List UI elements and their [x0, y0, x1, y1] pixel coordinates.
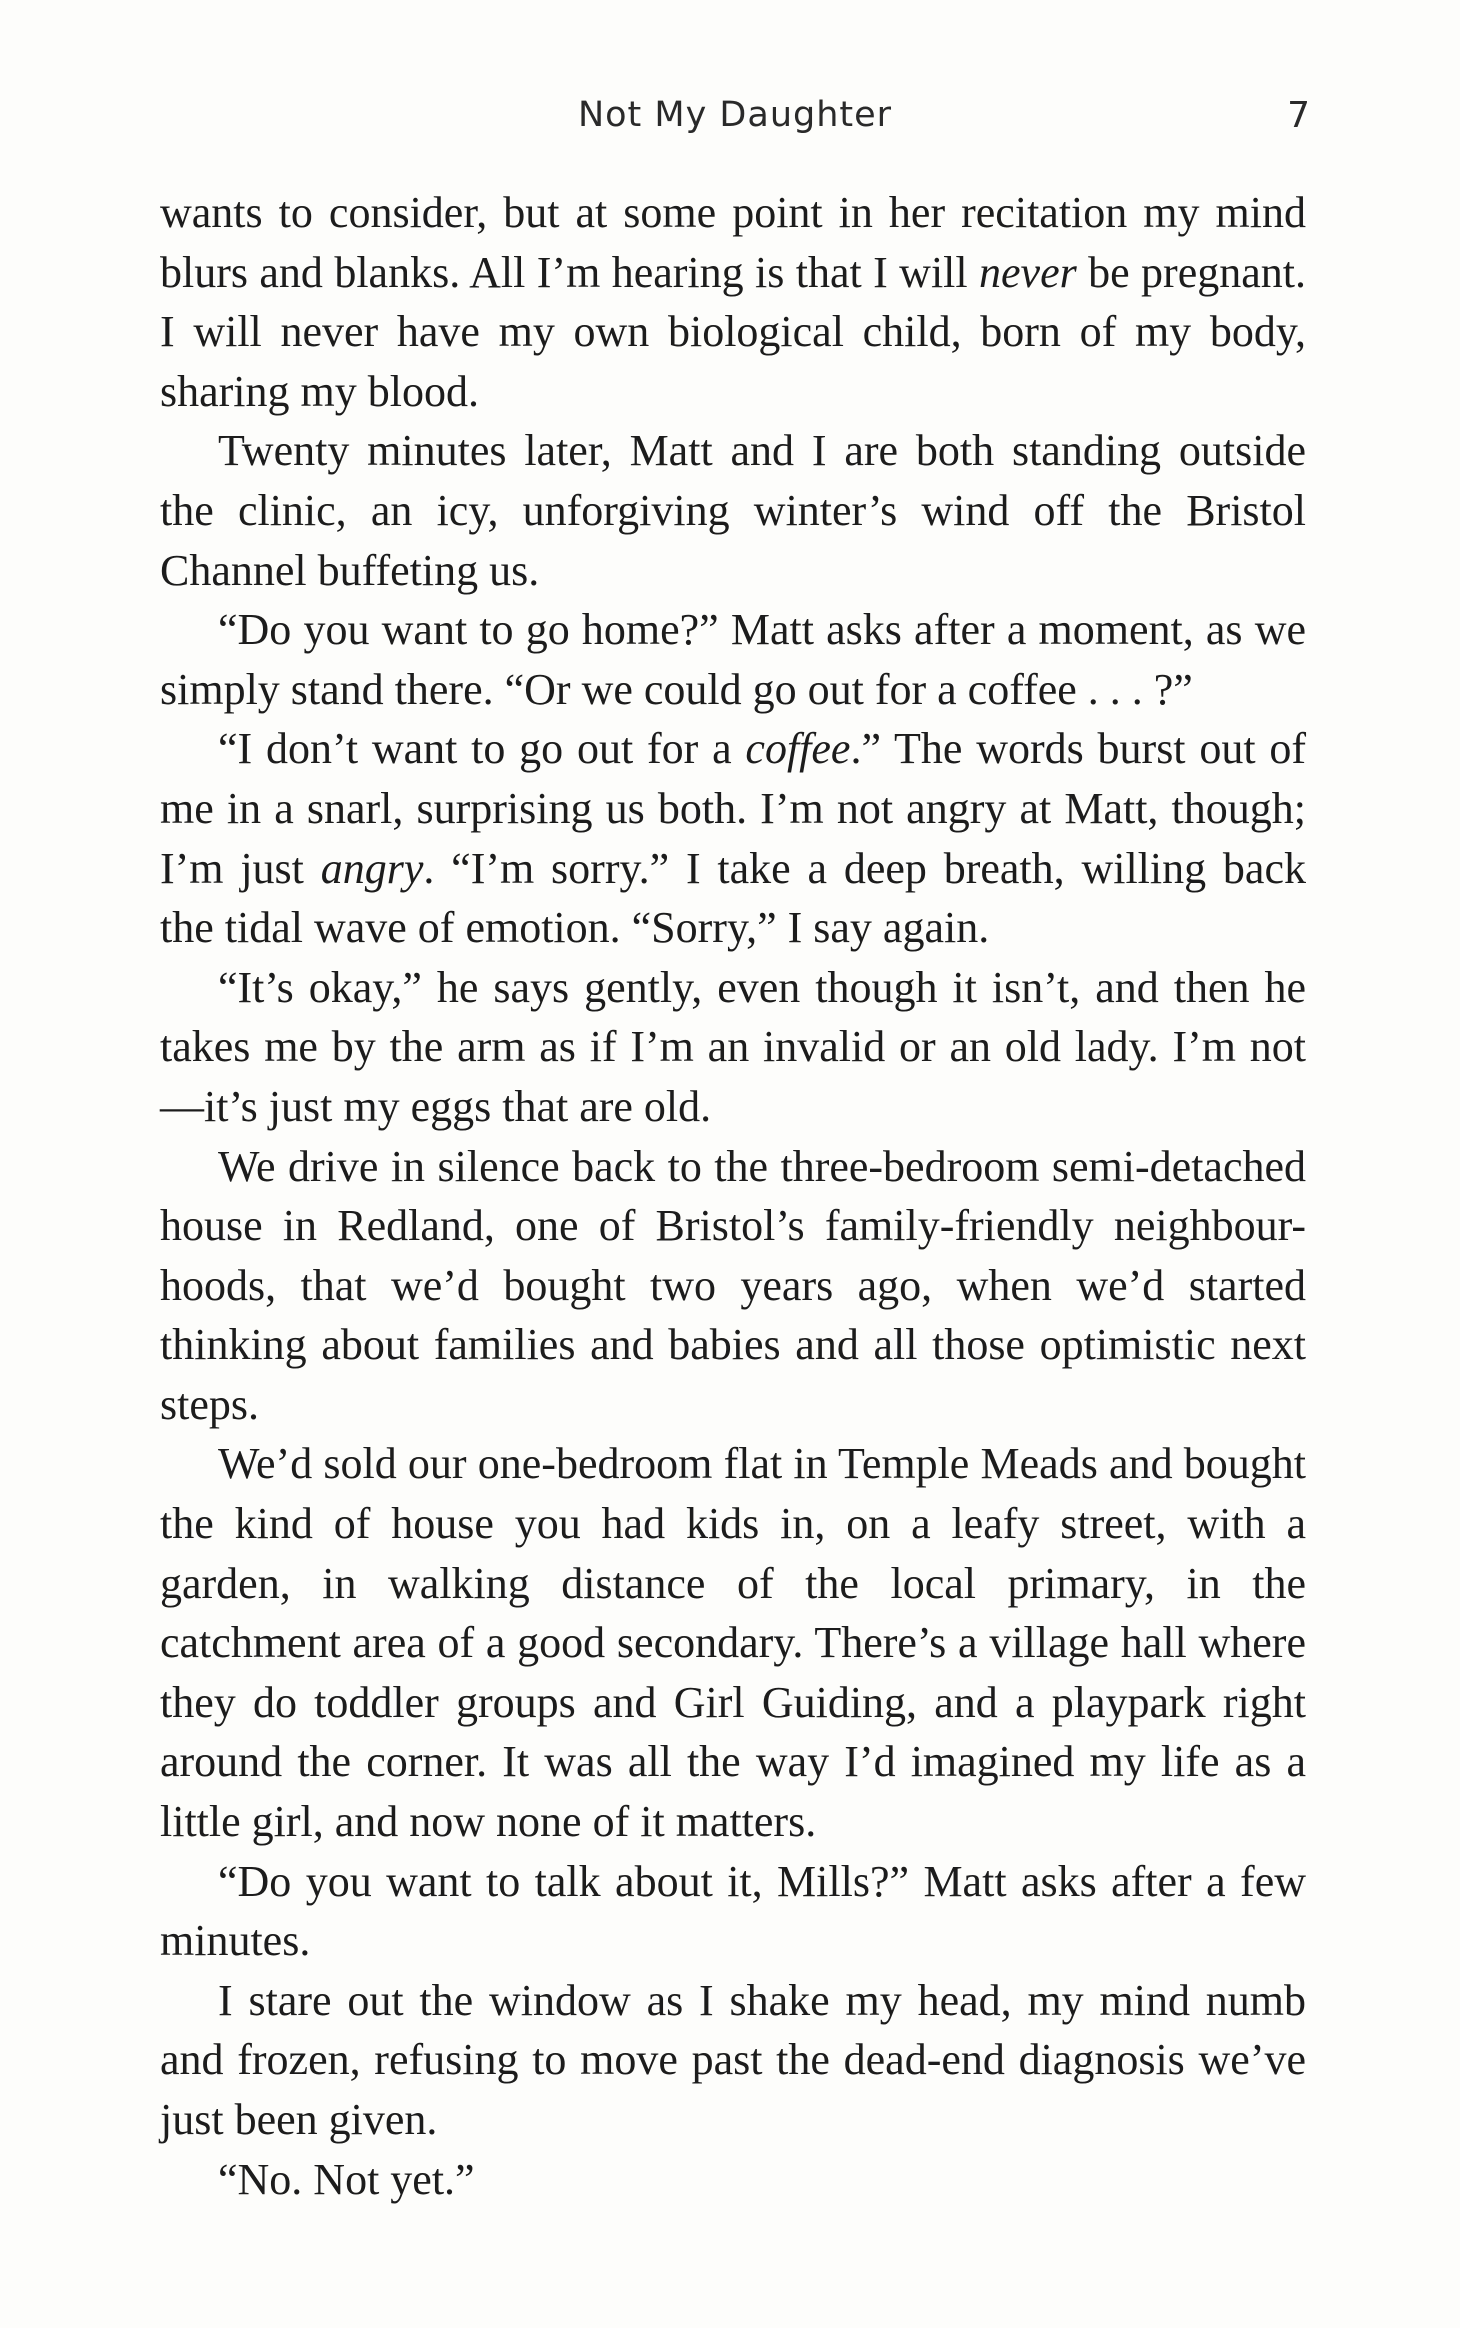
paragraph-2: Twenty minutes later, Matt and I are both standing outside the clinic, an icy, unforgiving winter’s wind off the Bristol Channel buffeting us. [160, 426, 1306, 595]
paragraph-4 [160, 719, 1306, 957]
paragraph-4-text: “I don’t want to go out for a [218, 724, 746, 774]
paragraph-1-text-end: be pregnant. I will never have my own biological child, born of my body, sharing my blood. [160, 247, 1306, 416]
paragraph-4-emphasis-coffee: coffee [745, 724, 851, 774]
paragraph-4-text-end: . “I’m sorry.” I take a deep breath, willing back the tidal wave of emotion. “Sorry,” I say again. [160, 843, 1306, 953]
paragraph-1-text: wants to consider, but at some point in her recitation my mind blurs and blanks. All I’m hearing is that I will [160, 188, 1306, 297]
paragraph-10: “No. Not yet.” [218, 2154, 475, 2204]
paragraph-5: “It’s okay,” he says gently, even though it isn’t, and then he takes me by the arm as if I’m an invalid or an old lady. I’m not—it’s just my eggs that are old. [160, 962, 1306, 1131]
book-title: Not My Daughter [577, 95, 893, 135]
running-head [160, 95, 1310, 145]
paragraph-4-text-middle: .” The words burst out of me in a snarl, surprising us both. I’m not angry at Matt, though; I’m just [160, 724, 1306, 893]
body-text [160, 183, 1306, 2209]
paragraph-6: We drive in silence back to the three-bedroom semi-detached house in Redland, one of Bristol’s family-friendly neighbour-hoods, that we’d bought two years ago, when we’d started thinking about families and babies and all those optimistic next steps. [160, 1141, 1306, 1429]
paragraph-7: We’d sold our one-bedroom flat in Temple Meads and bought the kind of house you had kids in, on a leafy street, with a garden, in walking distance of the local primary, in the catchment area of a good secondary. There’s a village hall where they do toddler groups and Girl Guiding, and a playpark right around the corner. It was all the way I’d imagined my life as a little girl, and now none of it matters. [160, 1439, 1306, 1847]
paragraph-9: I stare out the window as I shake my head, my mind numb and frozen, refusing to move past the dead-end diagnosis we’ve just been given. [160, 1975, 1306, 2144]
paragraph-4-emphasis-angry: angry [320, 843, 424, 893]
paragraph-1-emphasis: never [979, 247, 1077, 297]
paragraph-8: “Do you want to talk about it, Mills?” Matt asks after a few minutes. [160, 1856, 1306, 1966]
paragraph-1 [160, 183, 1306, 421]
paragraph-3: “Do you want to go home?” Matt asks after a moment, as we simply stand there. “Or we could go out for a coffee . . . ?” [160, 605, 1306, 714]
page-number: 7 [1287, 95, 1310, 136]
